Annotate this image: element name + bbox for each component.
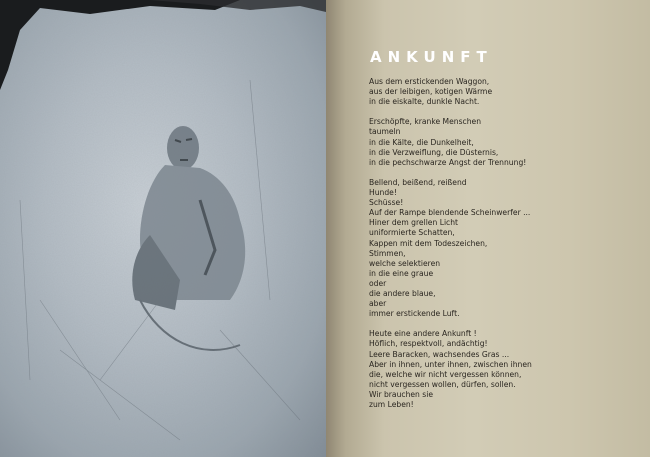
poem-stanza [369, 117, 532, 167]
poem-line: welche selektieren [369, 258, 441, 268]
poem-line: Erschöpfte, kranke Menschen [369, 117, 482, 127]
poem-stanza [369, 77, 532, 107]
poem-line: Hiner dem grellen Licht [369, 218, 459, 228]
poem-line: die andere blaue, [369, 288, 436, 298]
poem-line: Wir brauchen sie [369, 389, 434, 399]
poem-line: Höflich, respektvoll, andächtig! [369, 339, 488, 349]
poem-line: Stimmen, [369, 248, 406, 258]
poem-line: oder [369, 278, 387, 288]
poem-line: zum Leben! [369, 400, 414, 409]
poem-line: in die Kälte, die Dunkelheit, [369, 137, 474, 147]
poem-line: in die eine graue [369, 268, 434, 278]
poem-line: immer erstickende Luft. [369, 309, 460, 319]
poem-line: Heute eine andere Ankunft ! [369, 329, 477, 339]
poem-line: die, welche wir nicht vergessen können, [369, 369, 522, 379]
poem-line: in die Verzweiflung, die Düsternis, [369, 147, 499, 157]
poem-line: in die pechschwarze Angst der Trennung! [369, 157, 527, 167]
poem-line: Leere Baracken, wachsendes Gras ... [369, 349, 510, 359]
poem-line: Kappen mit dem Todeszeichen, [369, 238, 488, 248]
poem-body [369, 77, 532, 420]
poem-line: taumeln [369, 127, 401, 137]
poem-line: aber [369, 299, 387, 309]
poem-line: Auf der Rampe blendende Scheinwerfer ... [369, 208, 531, 218]
poem-line: Aus dem erstickenden Waggon, [369, 77, 490, 86]
poem-stanza [369, 329, 532, 410]
poem-line: nicht vergessen wollen, dürfen, sollen. [369, 379, 516, 389]
poem-line: Bellend, beißend, reißend [369, 177, 467, 187]
poem-line: Schüsse! [369, 198, 404, 208]
poem-line: Aber in ihnen, unter ihnen, zwischen ihnen [369, 359, 532, 369]
poem-line: uniformierte Schatten, [369, 228, 455, 238]
poem-line: aus der leibigen, kotigen Wärme [369, 87, 493, 97]
poem-line: in die eiskalte, dunkle Nacht. [369, 97, 480, 107]
poem-line: Hunde! [369, 188, 397, 198]
poem-stanza [369, 178, 532, 319]
poem-title: ANKUNFT [370, 48, 493, 66]
